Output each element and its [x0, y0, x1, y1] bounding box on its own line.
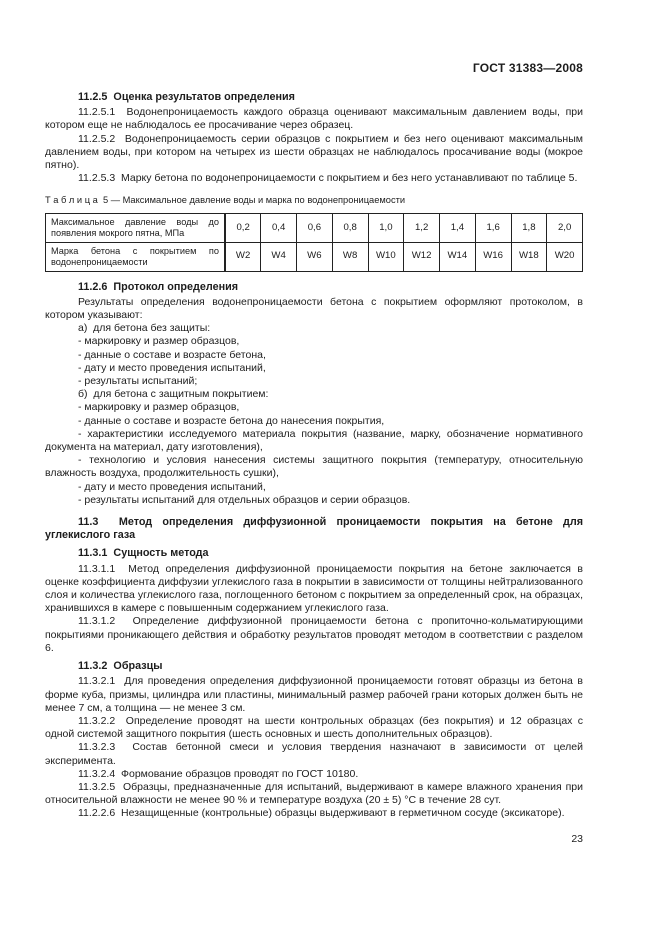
pressure-value-cell: 1,2: [404, 214, 440, 243]
section-heading-11-3-1: 11.3.1 Сущность метода: [78, 547, 209, 560]
paragraph-11-2-2-6: 11.2.2.6 Незащищенные (контрольные) образцы выдерживают в герметичном сосуде (эксикаторе).: [78, 807, 565, 820]
page-number: 23: [571, 832, 583, 845]
table-row-pressure: [46, 214, 583, 243]
protocol-list-item: - результаты испытаний;: [78, 375, 198, 388]
grade-value-cell: W4: [261, 243, 297, 272]
row-label-cell: Максимальное давление воды до появления мокрого пятна, МПа: [46, 214, 226, 243]
pressure-value-cell: 1,0: [368, 214, 404, 243]
paragraph-11-3-2-2: 11.3.2.2 Определение проводят на шести контрольных образцах (без покрытия) и 12 образцах с одной системой защитного покрытия (шесть основных и шесть дополнительных образцов).: [45, 714, 583, 741]
grade-value-cell: W16: [475, 243, 511, 272]
grade-value-cell: W12: [404, 243, 440, 272]
section-heading-11-2-5: 11.2.5 Оценка результатов определения: [78, 91, 295, 103]
protocol-list-item: а) для бетона без защиты:: [78, 322, 211, 335]
protocol-list-item: - дату и место проведения испытаний,: [78, 480, 266, 493]
section-heading-11-3: 11.3 Метод определения диффузионной проницаемости покрытия на бетоне для углекислого газа: [45, 516, 583, 542]
paragraph-11-3-1-1: 11.3.1.1 Метод определения диффузионной проницаемости покрытия на бетоне заключается в оценке коэффициента диффузии углекислого газа в покрытии в зависимости от толщины нейтрализованного слоя и количества углекислого газа, поглощенного бетоном с покрытием за определенный срок, на образцах, хранившихся в камере с повышенным содержанием углекислого газа.: [45, 562, 583, 615]
paragraph-11-3-2-5: 11.3.2.5 Образцы, предназначенные для испытаний, выдерживают в камере влажного хранения при относительной влажности не менее 90 % и температуре воздуха (20 ± 5) °С в течение 28 сут.: [45, 780, 583, 807]
protocol-list-item: - дату и место проведения испытаний,: [78, 361, 266, 374]
paragraph-11-2-6-intro: Результаты определения водонепроницаемости бетона с покрытием оформляют протоколом, в котором указывают:: [45, 295, 583, 322]
protocol-list-item: - маркировку и размер образцов,: [78, 401, 240, 414]
pressure-value-cell: 2,0: [547, 214, 583, 243]
paragraph-11-2-5-2: 11.2.5.2 Водонепроницаемость серии образцов с покрытием и без него оценивают максимальным давлением воды, при котором на четырех из шести образцах не наблюдалось просачивание воды (мокрое пятно).: [45, 132, 583, 172]
protocol-list-item: - маркировку и размер образцов,: [78, 335, 240, 348]
pressure-value-cell: 0,8: [332, 214, 368, 243]
grade-value-cell: W20: [547, 243, 583, 272]
pressure-value-cell: 1,8: [511, 214, 547, 243]
pressure-value-cell: 0,4: [261, 214, 297, 243]
pressure-value-cell: 1,4: [440, 214, 476, 243]
grade-value-cell: W2: [225, 243, 261, 272]
section-heading-11-3-2: 11.3.2 Образцы: [78, 660, 163, 673]
grade-value-cell: W14: [440, 243, 476, 272]
paragraph-11-2-5-3: 11.2.5.3 Марку бетона по водонепроницаемости с покрытием и без него устанавливают по таблице 5.: [78, 172, 578, 185]
section-heading-11-2-6: 11.2.6 Протокол определения: [78, 280, 239, 293]
table-row-grade: [46, 243, 583, 272]
content-area: [45, 62, 583, 845]
grade-value-cell: W10: [368, 243, 404, 272]
protocol-list-item: - результаты испытаний для отдельных образцов и серии образцов.: [78, 493, 411, 506]
paragraph-11-2-5-1: 11.2.5.1 Водонепроницаемость каждого образца оценивают максимальным давлением воды, при котором еще не наблюдалось ее просачивание через образец.: [45, 106, 583, 132]
paragraph-11-3-1-2: 11.3.1.2 Определение диффузионной проницаемости бетона с пропиточно-кольматирующими покрытиями проникающего действия и обработку результатов проводят методом в соответствии с разделом 6.: [45, 615, 583, 654]
protocol-list-item: - данные о составе и возрасте бетона,: [78, 348, 266, 361]
protocol-list-item: - характеристики исследуемого материала покрытия (название, марку, обозначение нормативного документа на материал, дату изготовления),: [45, 427, 583, 454]
pressure-value-cell: 0,2: [225, 214, 261, 243]
table5-caption: Т а б л и ц а 5 — Максимальное давление воды и марка по водонепроницаемости: [45, 195, 406, 206]
water-pressure-table: [45, 213, 583, 271]
grade-value-cell: W6: [297, 243, 333, 272]
protocol-list-item: б) для бетона с защитным покрытием:: [78, 388, 269, 401]
pressure-value-cell: 1,6: [475, 214, 511, 243]
pressure-value-cell: 0,6: [297, 214, 333, 243]
row-label-cell: Марка бетона с покрытием по водонепроницаемости: [46, 243, 226, 272]
protocol-list-item: - технологию и условия нанесения системы защитного покрытия (температуру, относительную влажность воздуха, продолжительность сушки),: [45, 454, 583, 480]
paragraph-11-3-2-1: 11.3.2.1 Для проведения определения диффузионной проницаемости готовят образцы из бетона в форме куба, призмы, цилиндра или пластины, минимальный размер рабочей грани которых должен быть не менее 7 см, а толщина — не менее 3 см.: [45, 675, 583, 714]
running-header: ГОСТ 31383—2008: [472, 61, 583, 75]
paragraph-11-3-2-4: 11.3.2.4 Формование образцов проводят по ГОСТ 10180.: [78, 767, 359, 780]
protocol-list-item: - данные о составе и возрасте бетона до нанесения покрытия,: [78, 414, 385, 427]
paragraph-11-3-2-3: 11.3.2.3 Состав бетонной смеси и условия твердения назначают в зависимости от целей эксперимента.: [45, 741, 583, 767]
grade-value-cell: W18: [511, 243, 547, 272]
grade-value-cell: W8: [332, 243, 368, 272]
